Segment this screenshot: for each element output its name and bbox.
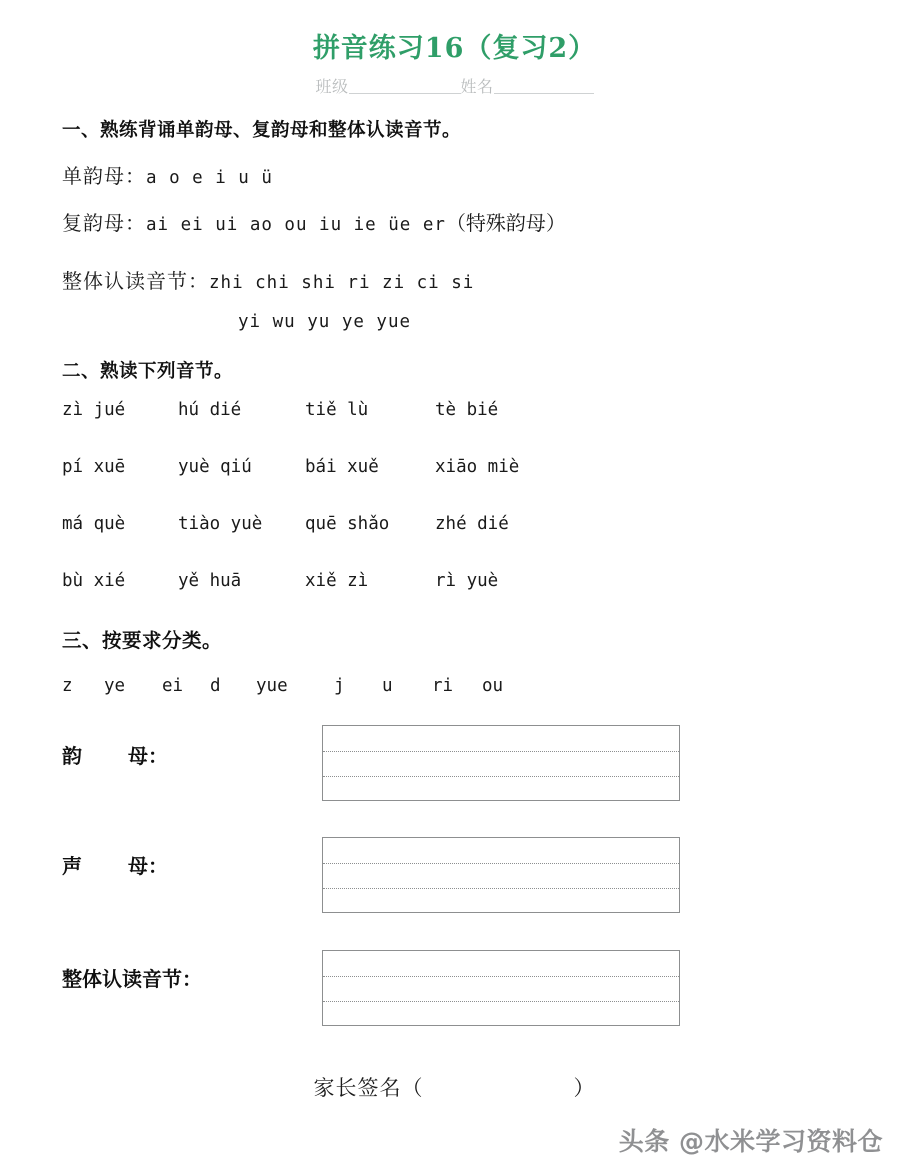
- name-blank[interactable]: [494, 78, 594, 94]
- answer-box-shengmu[interactable]: [322, 837, 680, 913]
- word-cell: quē shǎo: [305, 514, 390, 534]
- category-label-tail: 整体认读音节：: [62, 967, 202, 991]
- word-cell: rì yuè: [435, 571, 499, 591]
- word-cell: yuè qiú: [178, 457, 252, 477]
- word-cell: hú dié: [178, 400, 242, 420]
- word-cell: bái xuě: [305, 457, 379, 477]
- section-one-continuation: yi wu yu ye yue: [238, 312, 412, 332]
- guide-line: [323, 863, 679, 864]
- word-cell: bù xié: [62, 571, 126, 591]
- signature-close-text: ）: [573, 1076, 596, 1100]
- category-label-tail: 母：: [128, 854, 168, 878]
- category-label-char: 韵: [62, 744, 128, 768]
- word-cell: tiào yuè: [178, 514, 263, 534]
- parent-signature-line: [0, 1072, 909, 1102]
- token: j: [334, 676, 345, 696]
- fuyunmu-content: ai ei ui ao ou iu ie üe er: [146, 215, 446, 235]
- token: u: [382, 676, 393, 696]
- watermark: 头条 @水米学习资料仓: [618, 1127, 883, 1156]
- signature-open-text: 家长签名（: [313, 1076, 424, 1100]
- word-cell: zì jué: [62, 400, 126, 420]
- token: z: [62, 676, 73, 696]
- guide-line: [323, 751, 679, 752]
- class-blank[interactable]: [349, 78, 461, 94]
- category-label-char: 声: [62, 854, 128, 878]
- name-label: 姓名: [460, 77, 494, 96]
- word-cell: tiě lù: [305, 400, 369, 420]
- fuyunmu-note: （特殊韵母）: [445, 211, 566, 235]
- section-one-line-2: [62, 207, 566, 236]
- word-cell: xiāo miè: [435, 457, 520, 477]
- answer-box-yunmu[interactable]: [322, 725, 680, 801]
- section-one-line-3: [62, 265, 474, 294]
- section-two-heading: 二、熟读下列音节。: [62, 361, 234, 382]
- guide-line: [323, 776, 679, 777]
- token: ei: [162, 676, 184, 696]
- word-cell: yě huā: [178, 571, 242, 591]
- danyunmu-label: 单韵母：: [62, 164, 146, 188]
- fuyunmu-label: 复韵母：: [62, 211, 146, 235]
- category-label-shengmu: [62, 850, 168, 879]
- word-cell: xiě zì: [305, 571, 369, 591]
- danyunmu-content: a o e i u ü: [146, 168, 273, 188]
- guide-line: [323, 1001, 679, 1002]
- token: ye: [104, 676, 126, 696]
- word-cell: tè bié: [435, 400, 499, 420]
- word-cell: zhé dié: [435, 514, 509, 534]
- section-three-heading: 三、按要求分类。: [62, 629, 223, 652]
- zhengti-label: 整体认读音节：: [62, 269, 209, 293]
- guide-line: [323, 888, 679, 889]
- token: ou: [482, 676, 504, 696]
- page-title: 拼音练习16（复习2）: [312, 33, 597, 64]
- category-label-yunmu: [62, 740, 168, 769]
- word-cell: pí xuē: [62, 457, 126, 477]
- token: yue: [256, 676, 288, 696]
- section-one-line-1: [62, 160, 273, 189]
- guide-line: [323, 976, 679, 977]
- category-label-zhengti: [62, 963, 202, 992]
- token: d: [210, 676, 221, 696]
- section-one-heading: 一、熟练背诵单韵母、复韵母和整体认读音节。: [62, 120, 462, 141]
- word-cell: má què: [62, 514, 126, 534]
- student-info-line: [0, 74, 909, 97]
- answer-box-zhengti[interactable]: [322, 950, 680, 1026]
- class-label: 班级: [315, 77, 349, 96]
- token: ri: [432, 676, 454, 696]
- category-label-tail: 母：: [128, 744, 168, 768]
- zhengti-content: zhi chi shi ri zi ci si: [209, 273, 475, 293]
